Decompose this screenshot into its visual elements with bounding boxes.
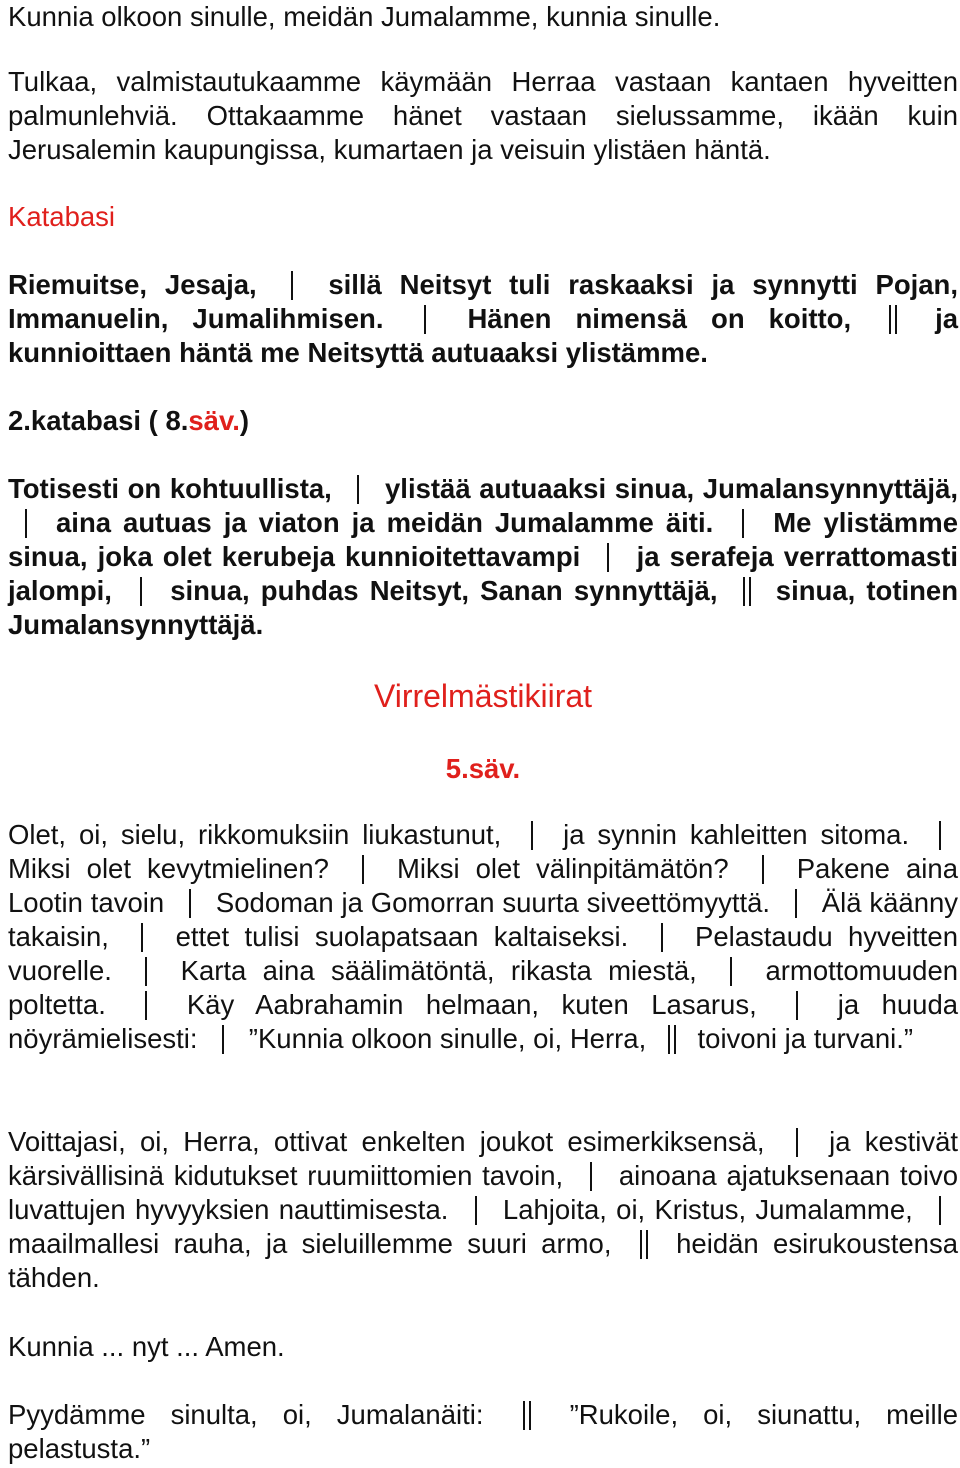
verse-segment: ja kestivät kärsivällisinä kidutukset ruumiittomien tavoin, — [8, 1126, 959, 1191]
verse-segment: Pakene aina Lootin tavoin — [8, 853, 958, 918]
verse-segment: ainoana ajatuksenaan toivo luvattujen hyvyyksien nauttimisesta. — [8, 1160, 959, 1225]
single-bar-separator — [779, 1128, 815, 1157]
single-bar-separator — [514, 821, 550, 850]
double-bar-separator — [875, 305, 911, 334]
tone-heading: 5.säv. — [445, 753, 521, 784]
katabasi-verse — [8, 268, 958, 370]
single-bar-separator — [8, 509, 44, 538]
verse-segment: sinua, totinen Jumalansynnyttäjä. — [8, 575, 959, 640]
virrelmastikiirat-heading: Virrelmästikiirat — [373, 678, 593, 714]
verse-segment: Miksi olet kevytmielinen? — [8, 853, 329, 884]
katabasi2-heading-close: ) — [239, 405, 250, 436]
verse-segment: Pyydämme sinulta, oi, Jumalanäiti: — [8, 1399, 484, 1430]
verse-segment: sillä Neitsyt tuli raskaaksi ja synnytti Pojan, Immanuelin, Jumalihmisen. — [8, 269, 958, 334]
verse-segment: Sodoman ja Gomorran suurta siveettömyyttä. — [215, 887, 771, 918]
verse-segment: heidän esirukoustensa tähden. — [8, 1228, 959, 1293]
single-bar-separator — [128, 957, 164, 986]
verse-segment: Pelastaudu hyveitten vuorelle. — [8, 921, 959, 986]
single-bar-separator — [274, 271, 310, 300]
verse-segment: Riemuitse, Jesaja, — [8, 269, 257, 300]
verse-segment: Älä käänny takaisin, — [8, 887, 959, 952]
katabasi2-heading-text: 2.katabasi ( 8. — [8, 405, 189, 436]
theotokion — [8, 1398, 958, 1466]
verse-segment: maailmallesi rauha, ja sieluillemme suuri armo, — [8, 1228, 612, 1259]
verse-segment: sinua, puhdas Neitsyt, Sanan synnyttäjä, — [170, 575, 718, 606]
verse-segment: Olet, oi, sielu, rikkomuksiin liukastunut, — [8, 819, 502, 850]
double-bar-separator — [654, 1025, 690, 1054]
verse-segment: Käy Aabrahamin helmaan, kuten Lasarus, — [186, 989, 757, 1020]
verse-segment: ja synnin kahleitten sitoma. — [563, 819, 910, 850]
single-bar-separator — [779, 991, 815, 1020]
katabasi-heading: Katabasi — [8, 201, 116, 232]
double-bar-separator — [509, 1401, 545, 1430]
verse-segment: Miksi olet välinpitämätön? — [396, 853, 729, 884]
verse-segment: Karta aina säälimätöntä, rikasta miestä, — [180, 955, 697, 986]
double-bar-separator — [729, 577, 765, 606]
verse-segment: Voittajasi, oi, Herra, ottivat enkelten joukot esimerkiksensä, — [8, 1126, 765, 1157]
single-bar-separator — [573, 1162, 609, 1191]
intro-paragraph: Tulkaa, valmistautukaamme käymään Herraa vastaan kantaen hyveitten palmunlehviä. Ottakaamme hänet vastaan sielussamme, ikään kuin Jerusalemin kaupungissa, kumartaen ja veisuin ylistäen häntä. — [8, 66, 958, 165]
single-bar-separator — [644, 923, 680, 952]
verse-segment: armottomuuden poltetta. — [8, 955, 959, 1020]
verse-segment: Lahjoita, oi, Kristus, Jumalamme, — [502, 1194, 913, 1225]
single-bar-separator — [922, 1196, 958, 1225]
single-bar-separator — [172, 889, 208, 918]
verse-segment: Hänen nimensä on koitto, — [467, 303, 852, 334]
verse-segment: toivoni ja turvani.” — [697, 1023, 914, 1054]
katabasi2-heading — [8, 404, 958, 438]
single-bar-separator — [407, 305, 443, 334]
stikiira-1 — [8, 818, 958, 1056]
single-bar-separator — [778, 889, 814, 918]
verse-segment: aina autuas ja viaton ja meidän Jumalamme äiti. — [56, 507, 714, 538]
single-bar-separator — [725, 509, 761, 538]
gloria-line: Kunnia ... nyt ... Amen. — [8, 1331, 285, 1362]
single-bar-separator — [458, 1196, 494, 1225]
verse-segment: Totisesti on kohtuullista, — [8, 473, 332, 504]
tone-label: säv. — [188, 405, 240, 436]
katabasi2-verse — [8, 472, 958, 642]
single-bar-separator — [340, 475, 376, 504]
verse-segment: ja serafeja verrattomasti jalompi, — [8, 541, 959, 606]
single-bar-separator — [128, 991, 164, 1020]
single-bar-separator — [124, 923, 160, 952]
verse-segment: ja kunnioittaen häntä me Neitsyttä autuaaksi ylistämme. — [8, 303, 958, 368]
single-bar-separator — [745, 855, 781, 884]
verse-segment: ja huuda nöyrämielisesti: — [8, 989, 959, 1054]
single-bar-separator — [345, 855, 381, 884]
single-bar-separator — [922, 821, 958, 850]
doxology-line: Kunnia olkoon sinulle, meidän Jumalamme, kunnia sinulle. — [8, 1, 721, 32]
single-bar-separator — [205, 1025, 241, 1054]
verse-segment: ”Kunnia olkoon sinulle, oi, Herra, — [248, 1023, 647, 1054]
stikiira-2 — [8, 1125, 958, 1295]
single-bar-separator — [123, 577, 159, 606]
single-bar-separator — [713, 957, 749, 986]
verse-segment: Me ylistämme sinua, joka olet kerubeja kunnioitettavampi — [8, 507, 958, 572]
verse-segment: ylistää autuaaksi sinua, Jumalansynnyttäjä, — [385, 473, 959, 504]
verse-segment: ”Rukoile, oi, siunattu, meille pelastusta.” — [8, 1399, 958, 1464]
double-bar-separator — [626, 1230, 662, 1259]
verse-segment: ettet tulisi suolapatsaan kaltaiseksi. — [175, 921, 629, 952]
single-bar-separator — [590, 543, 626, 572]
